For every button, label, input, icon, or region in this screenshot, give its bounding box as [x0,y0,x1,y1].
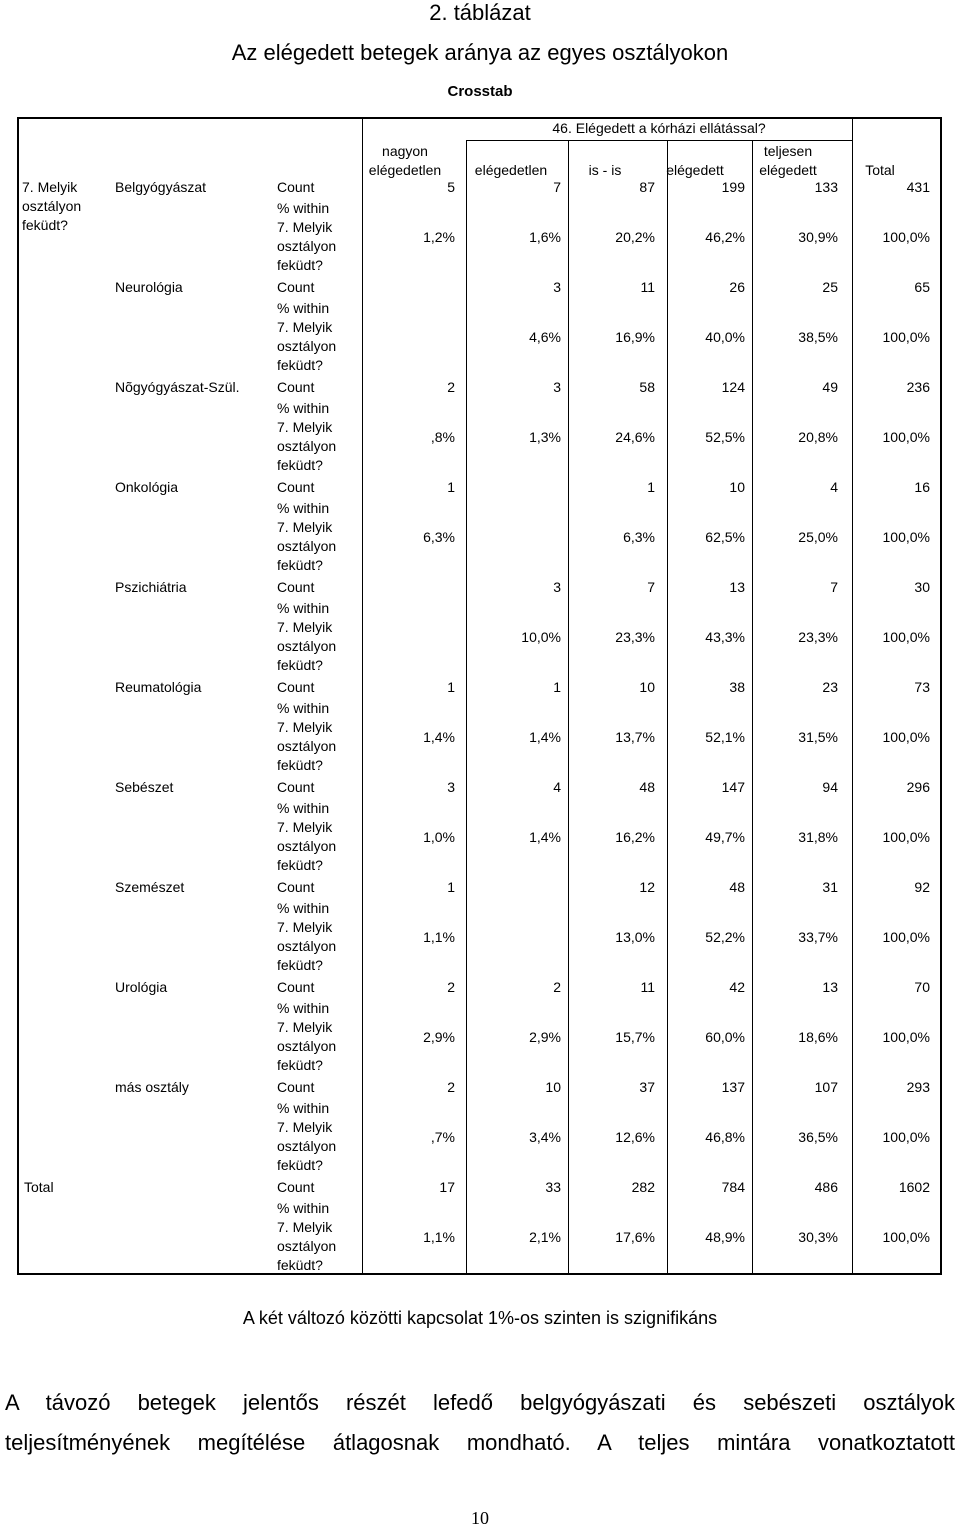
count-cell: 49 [822,379,838,395]
count-cell: 7 [553,179,561,195]
percent-cell: 52,2% [705,929,745,945]
stat-label-percent: 7. Melyik [277,419,333,435]
percent-cell: 2,9% [423,1029,455,1045]
stat-label-count: Count [277,379,315,395]
count-cell: 1 [447,679,455,695]
count-cell: 486 [814,1179,838,1195]
count-cell: 11 [640,279,655,295]
count-cell: 1 [553,679,561,695]
stat-label-count: Count [277,579,315,595]
percent-cell: 20,8% [798,429,838,445]
count-cell: 293 [906,1079,930,1095]
stat-label-percent: 7. Melyik [277,219,333,235]
stat-label-percent: osztályon [277,1238,337,1254]
count-cell: 73 [914,679,930,695]
count-cell: 199 [721,179,745,195]
count-cell: 25 [822,279,838,295]
count-cell: 1602 [898,1179,930,1195]
percent-cell: 52,1% [705,729,745,745]
percent-cell: 23,3% [798,629,838,645]
percent-cell: 4,6% [529,329,561,345]
percent-cell: 46,8% [705,1129,745,1145]
significance-note: A két változó közötti kapcsolat 1%-os szinten is szignifikáns [242,1308,718,1328]
percent-cell: 30,3% [798,1229,838,1245]
percent-cell: 30,9% [798,229,838,245]
divider-vertical [752,140,753,1275]
count-cell: 11 [640,979,655,995]
percent-cell: 1,0% [423,829,455,845]
percent-cell: 46,2% [705,229,745,245]
department-name: Pszichiátria [115,579,187,595]
count-cell: 147 [721,779,745,795]
count-cell: 23 [822,679,838,695]
stat-label-percent: osztályon [277,1038,337,1054]
department-name: Szemészet [115,879,185,895]
percent-cell: 2,9% [529,1029,561,1045]
percent-cell: 100,0% [882,1129,930,1145]
count-cell: 13 [729,579,745,595]
percent-cell: 12,6% [615,1129,655,1145]
count-cell: 1 [647,479,655,495]
stat-label-percent: % within [277,1100,330,1116]
count-cell: 10 [545,1079,561,1095]
percent-cell: 1,6% [529,229,561,245]
percent-cell: 100,0% [882,429,930,445]
stat-label-percent: osztályon [277,938,337,954]
column-header: nagyon [382,143,428,159]
stat-label-percent: 7. Melyik [277,819,333,835]
stat-label-percent: % within [277,500,330,516]
column-header: teljesen [763,143,813,159]
stat-label-count: Count [277,279,315,295]
stat-label-percent: feküdt? [277,1157,323,1173]
percent-cell: 100,0% [882,629,930,645]
table-title: Az elégedett betegek aránya az egyes osztályokon [231,40,729,65]
column-header: elégedett [666,162,724,178]
stat-label-percent: 7. Melyik [277,519,333,535]
stat-label-count: Count [277,679,315,695]
stat-label-percent: osztályon [277,538,337,554]
count-cell: 7 [830,579,838,595]
percent-cell: 100,0% [882,229,930,245]
count-cell: 3 [553,279,561,295]
count-cell: 38 [729,679,745,695]
percent-cell: 1,4% [423,729,455,745]
count-cell: 5 [447,179,455,195]
percent-cell: 100,0% [882,929,930,945]
count-cell: 33 [545,1179,561,1195]
stat-label-percent: feküdt? [277,657,323,673]
stat-label-percent: feküdt? [277,757,323,773]
stat-label-percent: feküdt? [277,257,323,273]
stat-label-percent: feküdt? [277,457,323,473]
stat-label-percent: osztályon [277,638,337,654]
percent-cell: 6,3% [423,529,455,545]
percent-cell: 25,0% [798,529,838,545]
percent-cell: 100,0% [882,1229,930,1245]
total-row-label: Total [24,1179,54,1195]
stat-label-percent: 7. Melyik [277,319,333,335]
stat-label-percent: 7. Melyik [277,719,333,735]
row-variable-label: osztályon [22,198,82,214]
table-number: 2. táblázat [429,0,531,25]
stat-label-percent: 7. Melyik [277,1219,333,1235]
count-cell: 784 [721,1179,745,1195]
divider-vertical [362,117,363,1275]
percent-cell: 100,0% [882,729,930,745]
count-cell: 4 [830,479,838,495]
divider-vertical [466,140,467,1275]
stat-label-count: Count [277,479,315,495]
percent-cell: 43,3% [705,629,745,645]
count-cell: 87 [639,179,655,195]
percent-cell: 60,0% [705,1029,745,1045]
department-name: Reumatológia [115,679,202,695]
count-cell: 10 [639,679,655,695]
department-name: Onkológia [115,479,179,495]
row-variable-label: feküdt? [22,217,68,233]
stat-label-percent: osztályon [277,338,337,354]
count-cell: 2 [447,379,455,395]
stat-label-percent: feküdt? [277,957,323,973]
divider-horizontal [466,140,852,141]
count-cell: 65 [914,279,930,295]
count-cell: 1 [447,879,455,895]
count-cell: 7 [647,579,655,595]
percent-cell: 2,1% [529,1229,561,1245]
stat-label-percent: % within [277,800,330,816]
percent-cell: 1,4% [529,829,561,845]
department-name: Neurológia [115,279,183,295]
count-cell: 16 [914,479,930,495]
count-cell: 2 [553,979,561,995]
count-cell: 3 [447,779,455,795]
percent-cell: 38,5% [798,329,838,345]
stat-label-percent: 7. Melyik [277,1119,333,1135]
stat-label-percent: % within [277,300,330,316]
department-name: Belgyógyászat [115,179,207,195]
stat-label-percent: % within [277,200,330,216]
count-cell: 26 [729,279,745,295]
column-header: elégedetlen [474,162,548,178]
percent-cell: 52,5% [705,429,745,445]
count-cell: 1 [447,479,455,495]
percent-cell: 20,2% [615,229,655,245]
percent-cell: 100,0% [882,829,930,845]
count-cell: 17 [439,1179,455,1195]
stat-label-count: Count [277,779,315,795]
stat-label-percent: 7. Melyik [277,919,333,935]
paragraph-line-1: A távozó betegek jelentős részét lefedő belgyógyászati és sebészeti osztályok [5,1390,955,1415]
stat-label-percent: % within [277,700,330,716]
stat-label-percent: feküdt? [277,1057,323,1073]
count-cell: 137 [721,1079,745,1095]
stat-label-percent: osztályon [277,1138,337,1154]
count-cell: 10 [729,479,745,495]
divider-vertical [568,140,569,1275]
count-cell: 107 [814,1079,838,1095]
percent-cell: 17,6% [615,1229,655,1245]
count-cell: 3 [553,379,561,395]
stat-label-percent: % within [277,1200,330,1216]
stat-label-percent: osztályon [277,838,337,854]
percent-cell: 1,2% [423,229,455,245]
department-name: Sebészet [115,779,174,795]
percent-cell: 33,7% [798,929,838,945]
percent-cell: 13,0% [615,929,655,945]
count-cell: 42 [729,979,745,995]
count-cell: 70 [914,979,930,995]
percent-cell: ,8% [430,429,455,445]
stat-label-percent: 7. Melyik [277,1019,333,1035]
stat-label-percent: osztályon [277,238,337,254]
percent-cell: 40,0% [705,329,745,345]
paragraph-line-2: teljesítményének megítélése átlagosnak mondható. A teljes mintára vonatkoztatott [5,1430,955,1455]
percent-cell: ,7% [430,1129,455,1145]
percent-cell: 3,4% [529,1129,561,1145]
percent-cell: 1,1% [423,929,455,945]
department-name: Urológia [115,979,168,995]
count-cell: 13 [822,979,838,995]
stat-label-percent: osztályon [277,438,337,454]
stat-label-percent: % within [277,1000,330,1016]
stat-label-percent: feküdt? [277,557,323,573]
percent-cell: 49,7% [705,829,745,845]
percent-cell: 6,3% [623,529,655,545]
stat-label-percent: feküdt? [277,857,323,873]
count-cell: 31 [822,879,838,895]
count-cell: 124 [721,379,745,395]
percent-cell: 48,9% [705,1229,745,1245]
percent-cell: 23,3% [615,629,655,645]
count-cell: 431 [906,179,930,195]
count-cell: 30 [914,579,930,595]
stat-label-percent: % within [277,400,330,416]
count-cell: 296 [906,779,930,795]
percent-cell: 16,9% [615,329,655,345]
percent-cell: 31,8% [798,829,838,845]
percent-cell: 62,5% [705,529,745,545]
stat-label-count: Count [277,179,315,195]
stat-label-percent: 7. Melyik [277,619,333,635]
stat-label-count: Count [277,1079,315,1095]
stat-label-percent: % within [277,900,330,916]
percent-cell: 24,6% [615,429,655,445]
percent-cell: 100,0% [882,329,930,345]
count-cell: 37 [639,1079,655,1095]
percent-cell: 1,1% [423,1229,455,1245]
stat-label-percent: feküdt? [277,357,323,373]
row-variable-label: 7. Melyik [22,179,78,195]
percent-cell: 1,4% [529,729,561,745]
stat-label-percent: % within [277,600,330,616]
column-header: is - is [588,162,622,178]
column-header: elégedetlen [368,162,442,178]
percent-cell: 13,7% [615,729,655,745]
department-name: Nõgyógyászat-Szül. [115,379,240,395]
stat-label-count: Count [277,979,315,995]
count-cell: 282 [631,1179,655,1195]
count-cell: 48 [729,879,745,895]
percent-cell: 31,5% [798,729,838,745]
count-cell: 3 [553,579,561,595]
percent-cell: 100,0% [882,529,930,545]
stat-label-count: Count [277,1179,315,1195]
stat-label-percent: osztályon [277,738,337,754]
divider-vertical [667,140,668,1275]
percent-cell: 100,0% [882,1029,930,1045]
percent-cell: 16,2% [615,829,655,845]
count-cell: 2 [447,1079,455,1095]
count-cell: 48 [639,779,655,795]
column-group-header: 46. Elégedett a kórházi ellátással? [552,120,766,136]
count-cell: 2 [447,979,455,995]
percent-cell: 10,0% [521,629,561,645]
stat-label-count: Count [277,879,315,895]
stat-label-percent: feküdt? [277,1257,323,1273]
column-header: elégedett [759,162,817,178]
count-cell: 4 [553,779,561,795]
count-cell: 12 [639,879,655,895]
count-cell: 58 [639,379,655,395]
count-cell: 94 [822,779,838,795]
crosstab-label: Crosstab [447,83,513,100]
percent-cell: 18,6% [798,1029,838,1045]
percent-cell: 1,3% [529,429,561,445]
page-number: 10 [471,1508,489,1528]
count-cell: 92 [914,879,930,895]
percent-cell: 15,7% [615,1029,655,1045]
column-header: Total [865,162,895,178]
count-cell: 133 [814,179,838,195]
percent-cell: 36,5% [798,1129,838,1145]
department-name: más osztály [115,1079,189,1095]
count-cell: 236 [906,379,930,395]
